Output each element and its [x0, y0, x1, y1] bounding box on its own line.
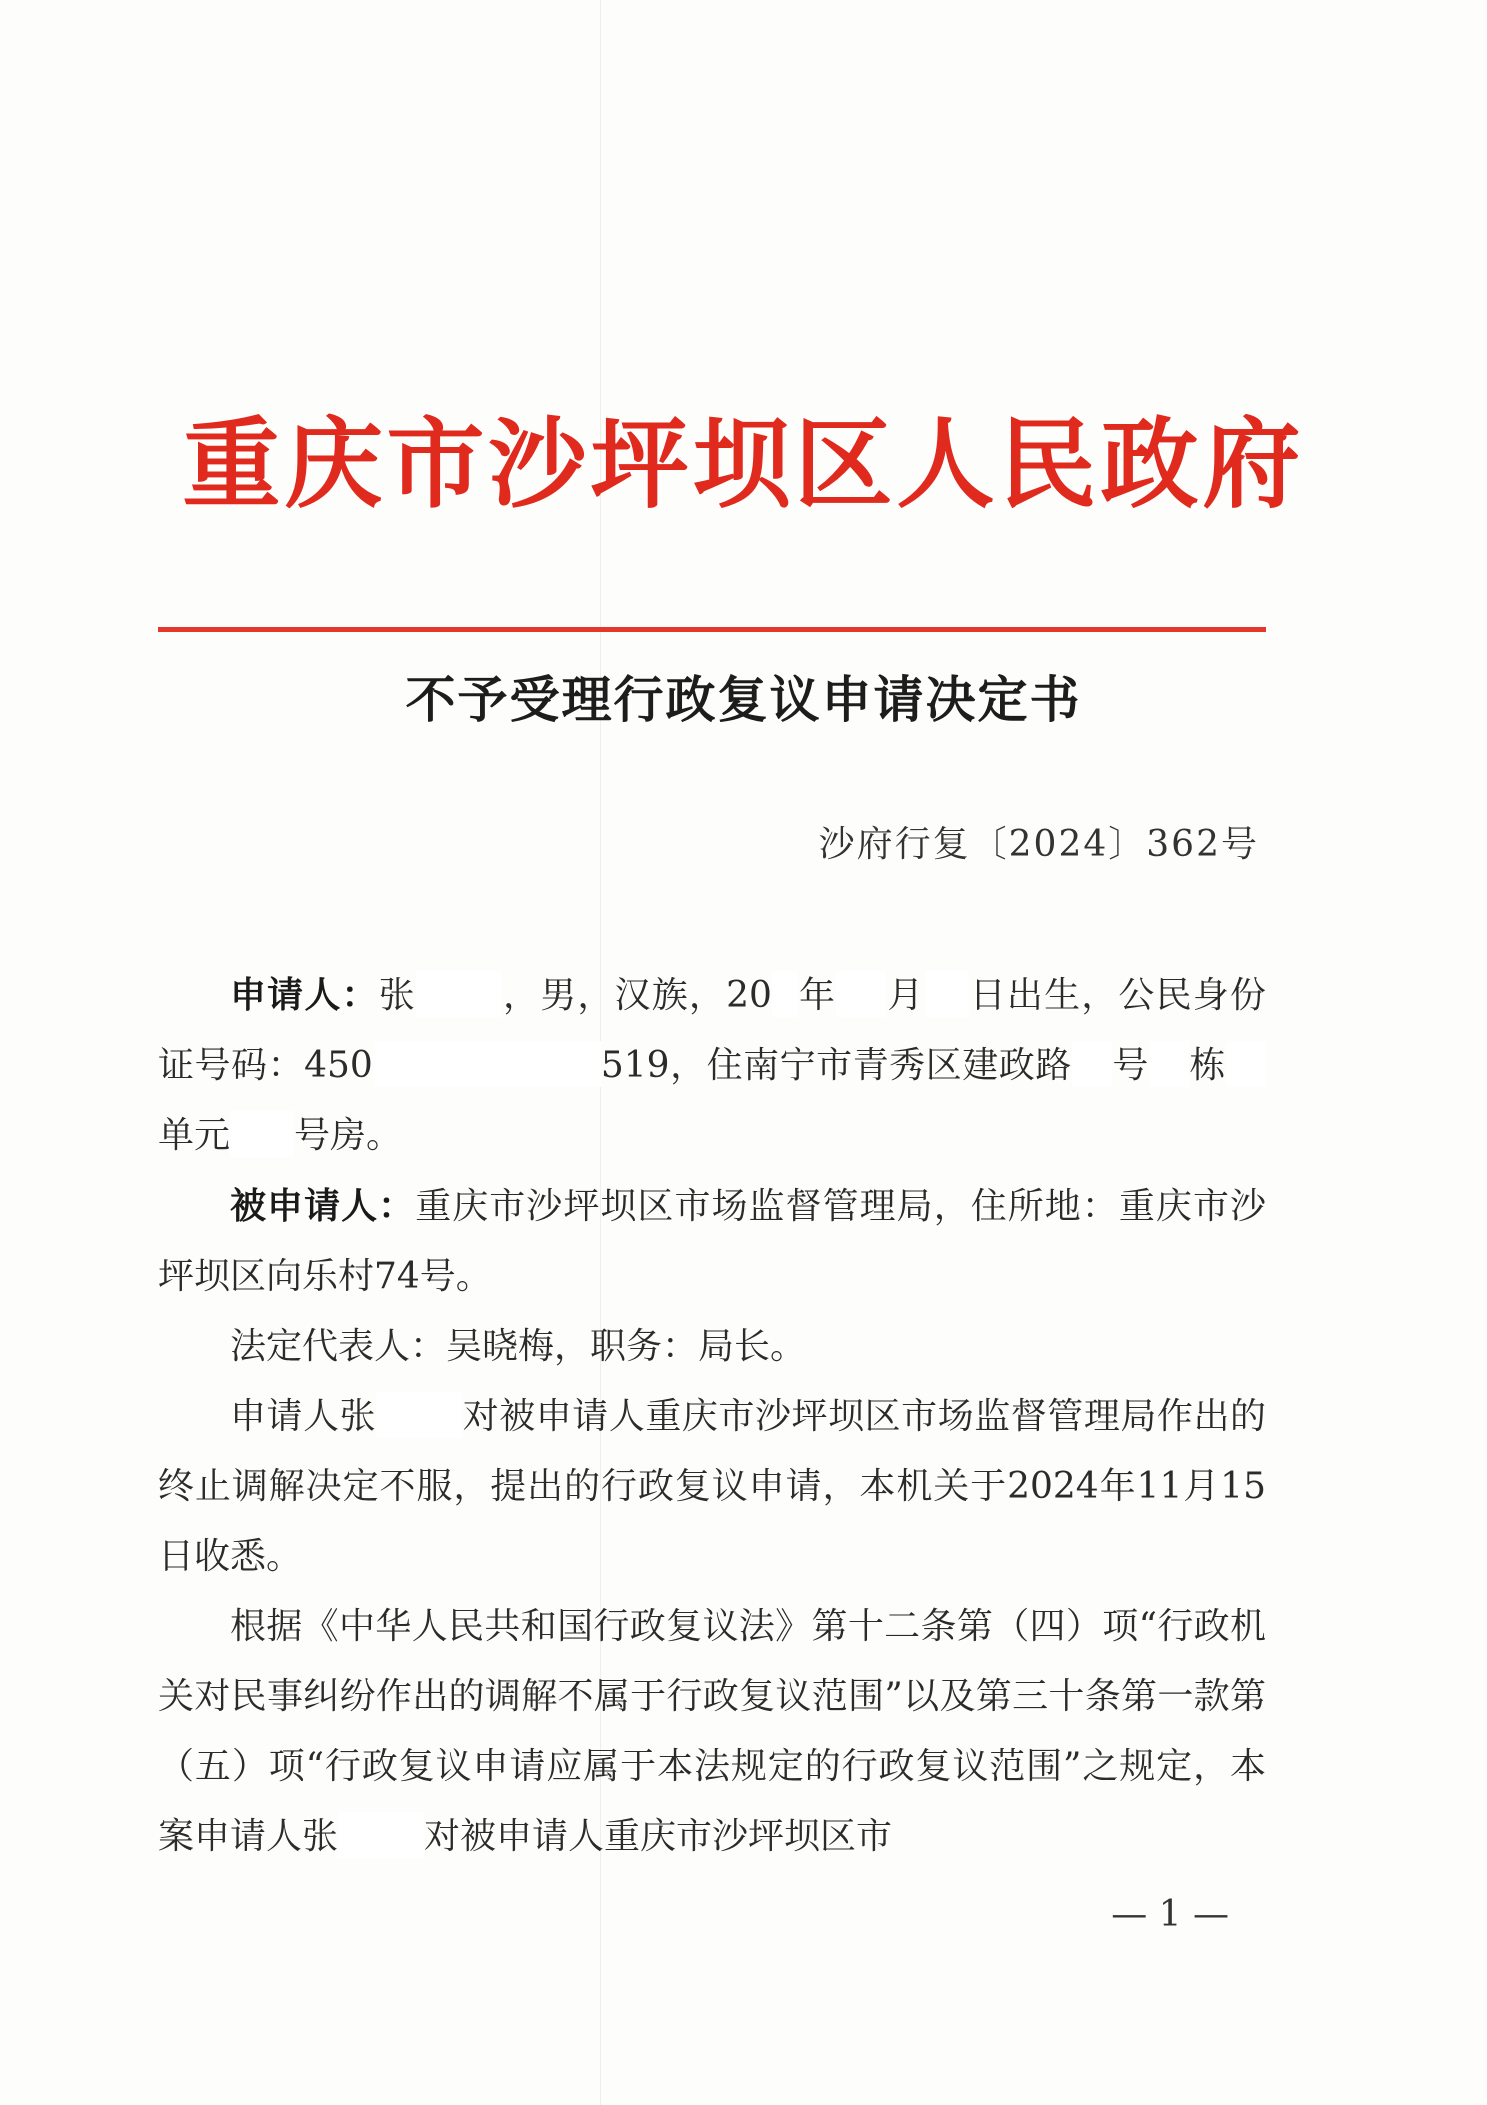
- redaction-block: [416, 971, 502, 1017]
- id-suffix: 519: [600, 1045, 670, 1086]
- address-fang: 号房。: [294, 1115, 403, 1156]
- redaction-block: [836, 971, 886, 1017]
- respondent-text: 重庆市沙坪坝区市场监督管理局，住所地：重庆市沙坪坝区向乐村74号。: [158, 1186, 1266, 1297]
- address-prefix: ，住南宁市青秀区建政路: [669, 1045, 1072, 1086]
- basis-part2: 对被申请人重庆市沙坪坝区市: [424, 1816, 893, 1857]
- document-body: [158, 960, 1266, 1872]
- document-title: 不予受理行政复议申请决定书: [405, 670, 1082, 729]
- month-char: 月: [886, 975, 925, 1016]
- respondent-label: 被申请人：: [230, 1185, 416, 1227]
- legal-basis-paragraph: [158, 1592, 1266, 1872]
- redaction-block: [925, 971, 969, 1017]
- address-dong: 栋: [1188, 1045, 1226, 1086]
- redaction-block: [1149, 1041, 1189, 1087]
- basis-part1: 根据《中华人民共和国行政复议法》第十二条第（四）项“行政机关对民事纠纷作出的调解不属于行政复议范围”以及第三十条第一款第（五）项“行政复议申请应属于本法规定的行政复议范围”之规定，本案申请人张: [158, 1606, 1266, 1857]
- redaction-block: [1226, 1041, 1266, 1087]
- address-hao: 号: [1111, 1045, 1149, 1086]
- document-number: 沙府行复〔2024〕362号: [818, 824, 1259, 865]
- page-number: — 1 —: [1111, 1894, 1229, 1935]
- applicant-paragraph: [158, 960, 1266, 1171]
- redaction-block: [772, 971, 798, 1017]
- year-char: 年: [797, 975, 837, 1016]
- red-separator-line: [158, 627, 1266, 632]
- birth-year-prefix: 20: [726, 975, 772, 1016]
- issuer-header: 重庆市沙坪坝区人民政府: [182, 407, 1305, 522]
- redaction-block: [376, 1392, 462, 1438]
- birth-day-text: 日出生，公民身份证号码：: [158, 975, 1266, 1086]
- applicant-label: 申请人：: [230, 974, 379, 1016]
- receipt-part2: 对被申请人重庆市沙坪坝区市场监督管理局作出的终止调解决定不服，提出的行政复议申请，本机关于2024年11月15日收悉。: [158, 1396, 1266, 1577]
- respondent-paragraph: [158, 1171, 1266, 1312]
- applicant-gender-ethnicity: ，男，汉族，: [501, 975, 727, 1016]
- redaction-block: [338, 1812, 424, 1858]
- receipt-paragraph: [158, 1382, 1266, 1592]
- redaction-block: [1072, 1041, 1112, 1087]
- id-prefix: 450: [304, 1045, 373, 1086]
- applicant-surname: 张: [378, 975, 416, 1016]
- redaction-block: [373, 1041, 601, 1087]
- receipt-part1: 申请人张: [230, 1396, 377, 1437]
- legal-rep-paragraph: 法定代表人：吴晓梅，职务：局长。: [230, 1326, 807, 1367]
- address-danyuan: 单元: [158, 1115, 231, 1156]
- redaction-block: [230, 1111, 294, 1157]
